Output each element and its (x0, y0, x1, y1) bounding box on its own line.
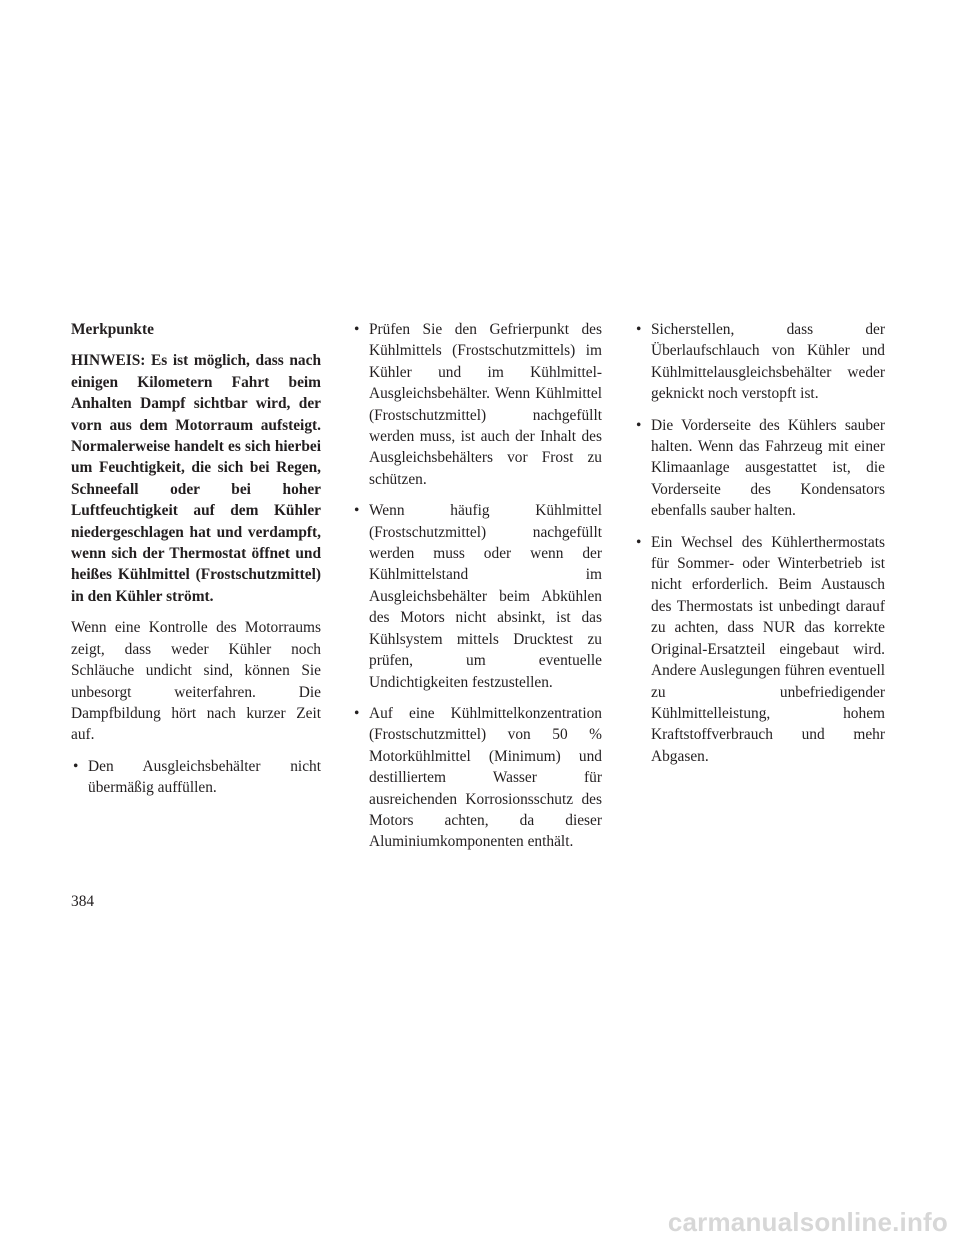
text-column-left (71, 319, 321, 809)
text-column-right (634, 319, 885, 777)
list-item-text: Ein Wechsel des Kühlerthermostats für Sommer- oder Winterbetrieb ist nicht erforderlich. Beim Austausch des Thermostats ist unbedingt darauf zu achten, dass NUR das korrekte Original-Ersatzteil eingebaut wird. Andere Auslegungen führen eventuell zu unbefriedigender Kühlmittelleistung, hohem Kraftstoffverbrauch und mehr Abgasen. (651, 533, 885, 765)
bullet-list-left (71, 756, 321, 799)
list-item (352, 319, 602, 490)
list-item-text: Auf eine Kühlmittelkonzentration (Frostschutzmittel) von 50 % Motorkühlmittel (Minimum) und destilliertem Wasser für ausreichenden Korrosionsschutz des Motors achten, da dieser Aluminiumkomponenten enthält. (369, 704, 602, 851)
list-item-text: Den Ausgleichsbehälter nicht übermäßig auffüllen. (88, 757, 321, 797)
note-paragraph: HINWEIS: Es ist möglich, dass nach einigen Kilometern Fahrt beim Anhalten Dampf sichtbar wird, der vorn aus dem Motorraum aufsteigt. Normalerweise handelt es sich hierbei um Feuchtigkeit, die sich bei Regen, Schneefall oder bei hoher Luftfeuchtigkeit auf dem Kühler niedergeschlagen hat und verdampft, wenn sich der Thermostat öffnet und heißes Kühlmittel (Frostschutzmittel) in den Kühler strömt. (71, 352, 321, 605)
list-item-text: Prüfen Sie den Gefrierpunkt des Kühlmittels (Frostschutzmittels) im Kühler und im Kühlmittel-Ausgleichsbehälter. Wenn Kühlmittel (Frostschutzmittel) nachgefüllt werden muss, ist auch der Inhalt des Ausgleichsbehälters vor Frost zu schützen. (369, 321, 602, 488)
bullet-icon: • (636, 533, 642, 551)
section-heading: Merkpunkte (71, 321, 154, 338)
bullet-icon: • (73, 757, 79, 775)
list-item-text: Sicherstellen, dass der Überlaufschlauch von Kühler und Kühlmittelausgleichsbehälter weder geknickt noch verstopft ist. (651, 321, 885, 403)
list-item-text: Die Vorderseite des Kühlers sauber halten. Wenn das Fahrzeug mit einer Klimaanlage ausgestattet ist, die Vorderseite des Kondensators ebenfalls sauber halten. (651, 416, 885, 520)
bullet-icon: • (354, 704, 360, 722)
list-item (352, 500, 602, 693)
bullet-icon: • (636, 416, 642, 434)
bullet-icon: • (354, 321, 360, 338)
body-paragraph: Wenn eine Kontrolle des Motorraums zeigt, dass weder Kühler noch Schläuche undicht sind, können Sie unbesorgt weiterfahren. Die Dampfbildung hört nach kurzer Zeit auf. (71, 619, 321, 744)
list-item (352, 703, 602, 853)
list-item (71, 756, 321, 799)
list-item-text: Wenn häufig Kühlmittel (Frostschutzmittel) nachgefüllt werden muss oder wenn der Kühlmittelstand im Ausgleichsbehälter beim Abkühlen des Motors nicht absinkt, ist das Kühlsystem mittels Drucktest zu prüfen, um eventuelle Undichtigkeiten festzustellen. (369, 502, 602, 691)
list-item (634, 532, 885, 767)
text-column-middle (352, 319, 602, 863)
watermark-text: carmanualsonline.info (667, 1207, 948, 1237)
page-number: 384 (71, 893, 95, 910)
bullet-list-middle (352, 319, 602, 853)
list-item (634, 319, 885, 405)
bullet-icon: • (354, 502, 360, 520)
list-item (634, 415, 885, 522)
bullet-list-right (634, 319, 885, 767)
bullet-icon: • (636, 321, 642, 338)
